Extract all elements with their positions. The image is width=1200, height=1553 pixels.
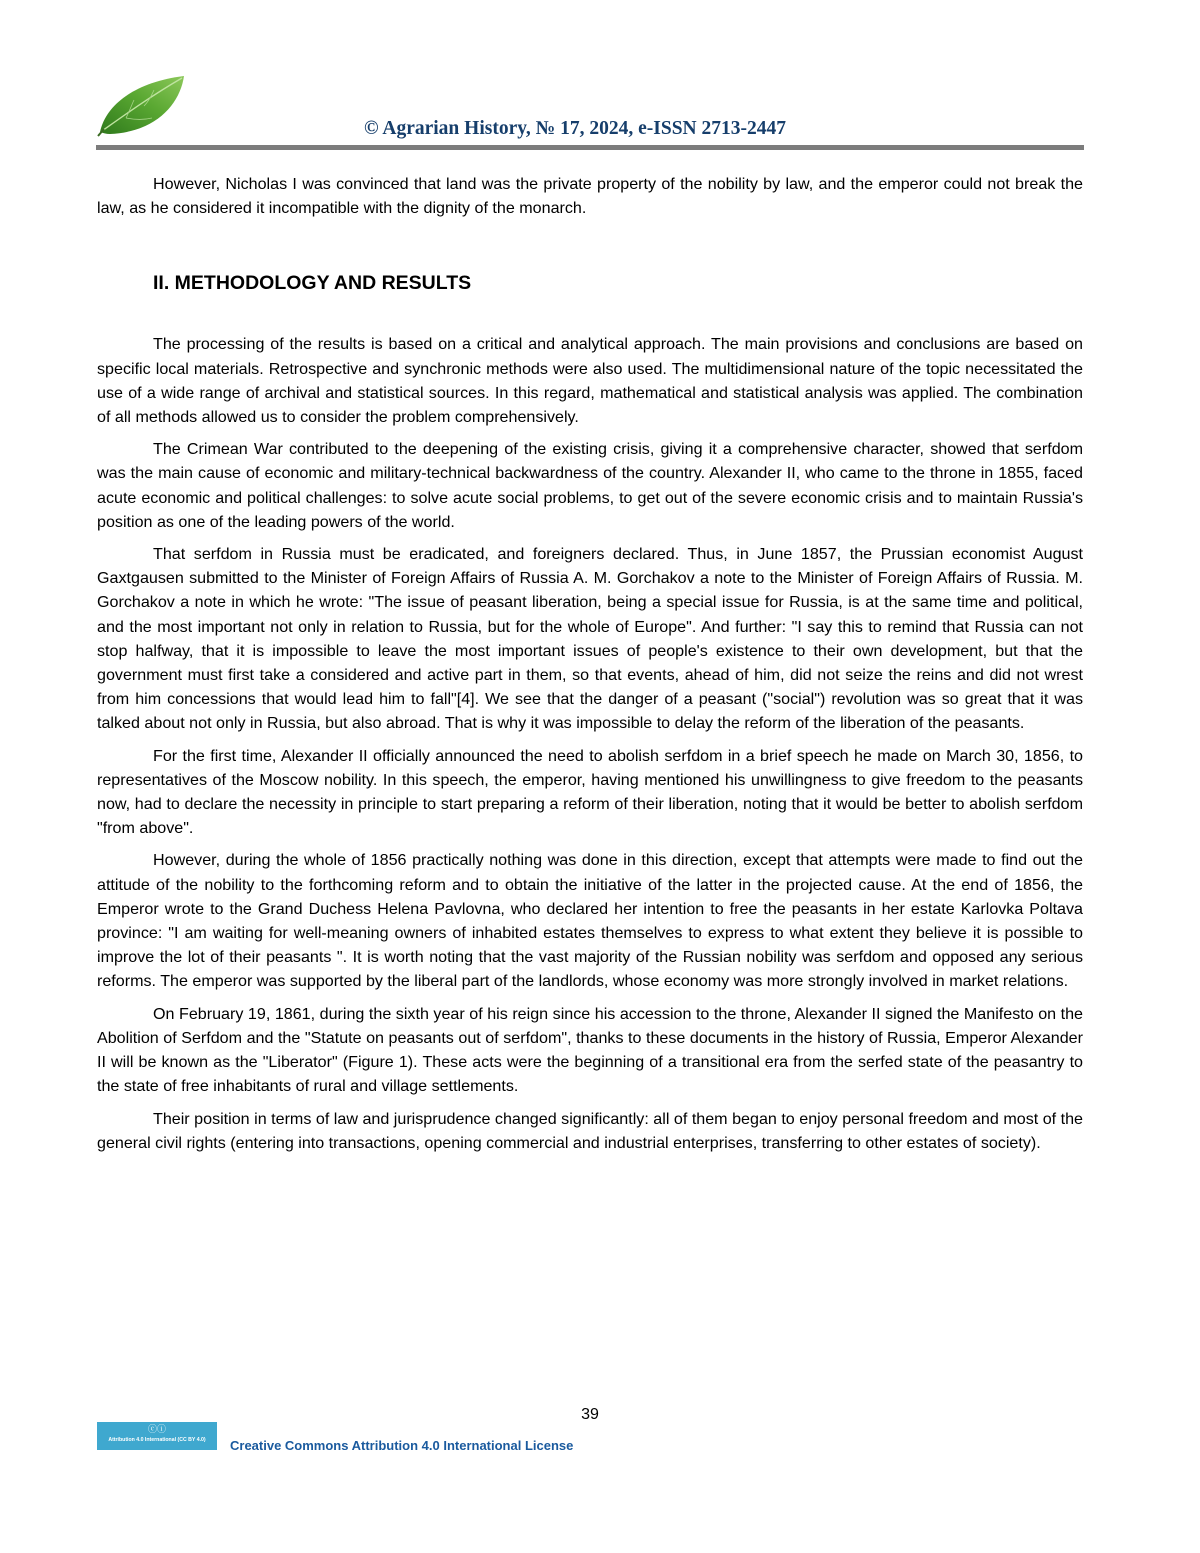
paragraph-methodology: The processing of the results is based on a critical and analytical approach. The main provisions and conclusions are based on specific local materials. Retrospective and synchronic methods were also used. The multidimensional nature of the topic necessitated the use of a wide range of archival and statistical sources. In this regard, mathematical and statistical analysis was applied. The combination of all methods allowed us to consider the problem comprehensively. [97, 335, 1083, 427]
section-heading: II. METHODOLOGY AND RESULTS [153, 272, 472, 295]
cc-by-icon: ⓒⓘ [147, 1424, 166, 1434]
page-header [96, 70, 1084, 152]
paragraph-gaxtgausen-note: That serfdom in Russia must be eradicated, and foreigners declared. Thus, in June 1857, the Prussian economist August Gaxtgausen submitted to the Minister of Foreign Affairs of Russia A. M. Gorchakov a note to the Minister of Foreign Affairs of Russia. M. Gorchakov a note in which he wrote: "The issue of peasant liberation, being a special issue for Russia, is at the same time and political, and the most important not only in relation to Russia, but for the whole of Europe". And further: "I say this to remind that Russia can not stop halfway, that it is impossible to leave the most important issues of people's existence to their own development, but that the government must first take a considered and active part in them, so that events, ahead of him, did not seize the reins and did not wrest from him concessions that would lead him to fall"[4]. We see that the danger of a peasant ("social") revolution was so great that it was talked about not only in Russia, but also abroad. That is why it was impossible to delay the reform of the liberation of the peasants. [97, 545, 1083, 733]
journal-title: © Agrarian History, № 17, 2024, e-ISSN 2713-2447 [364, 118, 786, 139]
badge-caption: Attribution 4.0 International (CC BY 4.0) [108, 1437, 206, 1443]
header-divider [96, 145, 1084, 150]
paragraph-crimean-war: The Crimean War contributed to the deepening of the existing crisis, giving it a comprehensive character, showed that serfdom was the main cause of economic and military-technical backwardness of the country. Alexander II, who came to the throne in 1855, faced acute economic and political challenges: to solve acute social problems, to get out of the severe economic crisis and to maintain Russia's position as one of the leading powers of the world. [97, 440, 1083, 531]
paragraph-1856-speech: For the first time, Alexander II officially announced the need to abolish serfdom in a brief speech he made on March 30, 1856, to representatives of the Moscow nobility. In this speech, the emperor, having mentioned his unwillingness to give freedom to the peasants now, had to declare the necessity in principle to start preparing a reform of their liberation, noting that it would be better to abolish serfdom "from above". [97, 746, 1083, 838]
cc-license-badge[interactable] [97, 1422, 217, 1450]
page-number: 39 [581, 1406, 599, 1423]
paragraph-1856-attempts: However, during the whole of 1856 practically nothing was done in this direction, except that attempts were made to find out the attitude of the nobility to the forthcoming reform and to obtain the initiative of the latter in the projected cause. At the end of 1856, the Emperor wrote to the Grand Duchess Helena Pavlovna, who declared her intention to free the peasants in her estate Karlovka Poltava province: "I am waiting for well-meaning owners of inhabited estates themselves to express to what extent they believe it is possible to improve the lot of their peasants ". It is worth noting that the vast majority of the Russian nobility was serfdom and opposed any serious reforms. The emperor was supported by the liberal part of the landlords, whose economy was more strongly involved in market relations. [97, 851, 1083, 991]
intro-paragraph: However, Nicholas I was convinced that land was the private property of the nobility by law, and the emperor could not break the law, as he considered it incompatible with the dignity of the monarch. [97, 175, 1083, 218]
article-body [97, 172, 1083, 1163]
paragraph-manifesto-1861: On February 19, 1861, during the sixth year of his reign since his accession to the throne, Alexander II signed the Manifesto on the Abolition of Serfdom and the "Statute on peasants out of serfdom", thanks to these documents in the history of Russia, Emperor Alexander II will be known as the "Liberator" (Figure 1). These acts were the beginning of a transitional era from the serfed state of the peasantry to the state of free inhabitants of rural and village settlements. [97, 1004, 1083, 1096]
license-link[interactable]: Creative Commons Attribution 4.0 International License [230, 1438, 574, 1453]
leaf-logo-icon [96, 74, 188, 138]
paragraph-legal-position: Their position in terms of law and jurisprudence changed significantly: all of them began to enjoy personal freedom and most of the general civil rights (entering into transactions, opening commercial and industrial enterprises, transferring to other estates of society). [97, 1109, 1083, 1152]
